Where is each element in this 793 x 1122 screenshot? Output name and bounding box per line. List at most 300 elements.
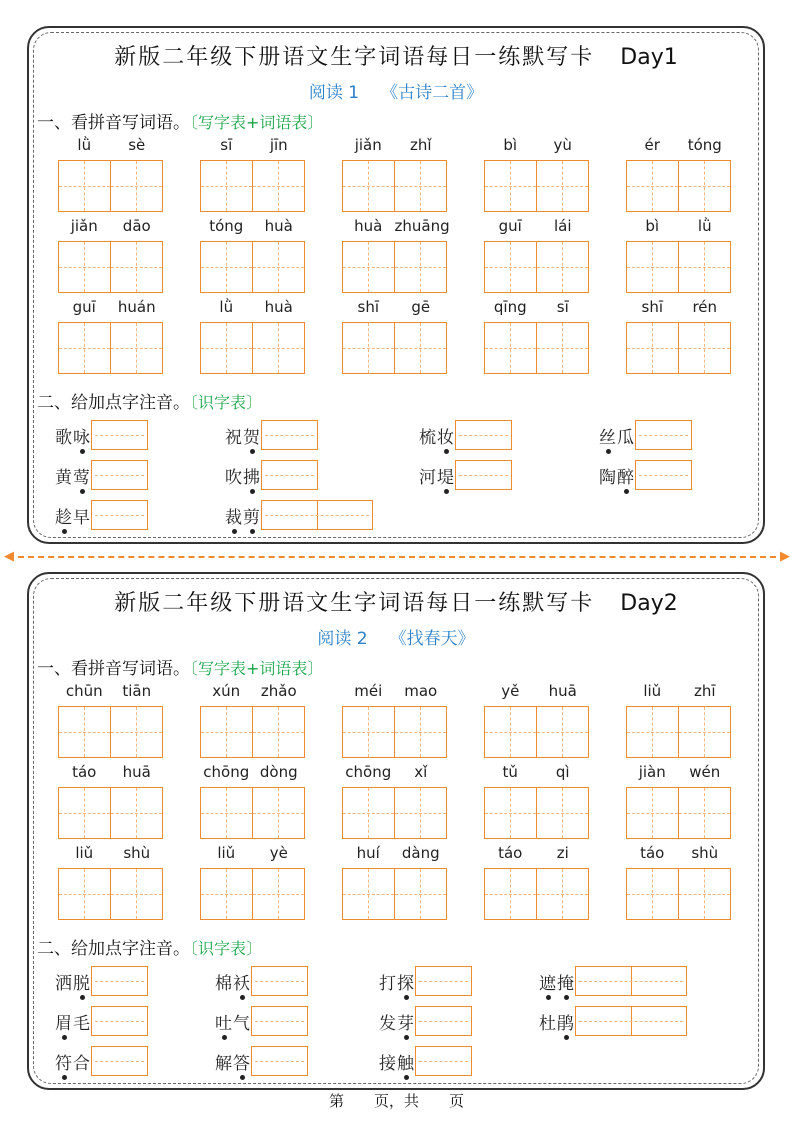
pinyin-syllable: rén [692, 298, 718, 316]
tian-box-input[interactable] [395, 322, 448, 374]
word-cell [342, 136, 447, 216]
word-cell [58, 763, 163, 843]
pinyin-syllable: dàng [401, 844, 440, 862]
tian-box-input[interactable] [253, 322, 306, 374]
pinyin-answer-box[interactable] [91, 460, 148, 490]
pinyin-row [484, 136, 589, 158]
tian-grid-pair [484, 706, 589, 758]
annotation-word [599, 463, 635, 488]
pinyin-answer-box[interactable] [575, 966, 687, 996]
pinyin-syllable: jiǎn [354, 136, 382, 154]
pinyin-syllable: táo [640, 844, 665, 862]
word-cell [484, 217, 589, 297]
word-cell [484, 763, 589, 843]
section-tag: 〔识字表〕 [190, 939, 263, 958]
pinyin-syllable: qì [555, 763, 570, 781]
pinyin-answer-box[interactable] [455, 460, 512, 490]
tian-box-input[interactable] [342, 160, 395, 212]
day-label: Day1 [620, 45, 678, 70]
annotation-item [225, 420, 318, 450]
word-cell [58, 136, 163, 216]
lesson-number: 阅读 1 [308, 83, 360, 103]
tian-grid-pair [200, 322, 305, 374]
annotation-word-text: 洒脱 [55, 973, 91, 994]
pinyin-syllable: jiàn [638, 763, 666, 781]
lesson-title: 《古诗二首》 [381, 83, 484, 103]
word-cell [342, 763, 447, 843]
pinyin-syllable: chūn [65, 682, 103, 700]
annotation-item [599, 460, 692, 490]
pinyin-answer-box[interactable] [261, 460, 318, 490]
tian-box-input[interactable] [395, 868, 448, 920]
tian-box-input[interactable] [626, 241, 679, 293]
card-title [29, 586, 763, 617]
pinyin-syllable: méi [354, 682, 383, 700]
pinyin-answer-box[interactable] [635, 460, 692, 490]
pinyin-syllable: chōng [203, 763, 250, 781]
tian-box-input[interactable] [253, 241, 306, 293]
annotation-word-text: 歌咏 [55, 427, 91, 448]
section-tag: 〔识字表〕 [190, 393, 263, 412]
annotation-item [55, 420, 148, 450]
emphasis-dot-icon [232, 529, 237, 534]
section-pinyin-heading [37, 654, 323, 679]
pinyin-syllable: gē [411, 298, 431, 316]
tian-box-input[interactable] [253, 868, 306, 920]
tian-box-input[interactable] [537, 868, 590, 920]
pinyin-row [342, 298, 447, 320]
word-cell [58, 844, 163, 924]
tian-box-input[interactable] [58, 322, 111, 374]
annotation-word [419, 423, 455, 448]
tian-grid-pair [200, 868, 305, 920]
emphasis-dot-icon [404, 995, 409, 1000]
tian-box-input[interactable] [200, 868, 253, 920]
pinyin-answer-box[interactable] [251, 1046, 308, 1076]
tian-box-input[interactable] [484, 322, 537, 374]
pinyin-answer-box[interactable] [455, 420, 512, 450]
tian-box-input[interactable] [200, 241, 253, 293]
annotation-word [55, 463, 91, 488]
pinyin-syllable: zhī [693, 682, 716, 700]
pinyin-row [484, 217, 589, 239]
pinyin-answer-box[interactable] [415, 1006, 472, 1036]
annotation-word [215, 1049, 251, 1074]
annotation-word [225, 423, 261, 448]
word-cell [200, 763, 305, 843]
annotation-word [539, 969, 575, 994]
tian-grid-pair [58, 241, 163, 293]
tian-box-input[interactable] [58, 868, 111, 920]
tian-grid-pair [484, 160, 589, 212]
tian-box-input[interactable] [679, 787, 732, 839]
pinyin-answer-box[interactable] [415, 1046, 472, 1076]
tian-grid-pair [58, 706, 163, 758]
tian-box-input[interactable] [679, 160, 732, 212]
annotation-word [225, 463, 261, 488]
emphasis-dot-icon [564, 1035, 569, 1040]
tian-box-input[interactable] [626, 160, 679, 212]
pinyin-syllable: shù [691, 844, 719, 862]
tian-box-input[interactable] [111, 241, 164, 293]
tian-box-input[interactable] [537, 241, 590, 293]
tian-grid-pair [626, 787, 731, 839]
pinyin-answer-box[interactable] [635, 420, 692, 450]
tian-box-input[interactable] [395, 241, 448, 293]
annotation-item [225, 460, 318, 490]
section-annotate-heading [37, 388, 262, 413]
annotation-word [55, 969, 91, 994]
pinyin-syllable: tiān [122, 682, 152, 700]
pinyin-row [200, 844, 305, 866]
annotation-item [599, 420, 692, 450]
tian-box-input[interactable] [679, 241, 732, 293]
pinyin-row [342, 763, 447, 785]
pinyin-syllable: shī [641, 298, 663, 316]
lesson-header [29, 78, 763, 103]
word-cell [200, 844, 305, 924]
annotation-word [55, 423, 91, 448]
word-cell [200, 298, 305, 378]
annotation-word-text: 接触 [379, 1053, 415, 1074]
pinyin-syllable: bì [503, 136, 518, 154]
tian-box-input[interactable] [537, 322, 590, 374]
tian-box-input[interactable] [484, 868, 537, 920]
annotation-word-text: 遮掩 [539, 973, 575, 994]
tian-grid-pair [200, 787, 305, 839]
pinyin-row [484, 682, 589, 704]
word-cell [626, 217, 731, 297]
annotation-item [55, 1006, 148, 1036]
tian-grid-pair [342, 706, 447, 758]
pinyin-row [58, 763, 163, 785]
annotation-word-text: 杜鹃 [539, 1013, 575, 1034]
pinyin-answer-box[interactable] [91, 420, 148, 450]
word-cell [626, 763, 731, 843]
pinyin-syllable: zi [556, 844, 569, 862]
tian-grid-pair [626, 241, 731, 293]
tian-box-input[interactable] [395, 706, 448, 758]
pinyin-syllable: shù [123, 844, 151, 862]
tian-box-input[interactable] [111, 160, 164, 212]
annotation-word-text: 黄莺 [55, 467, 91, 488]
pinyin-syllable: guī [498, 217, 522, 235]
word-cell [58, 682, 163, 762]
pinyin-row [626, 298, 731, 320]
tian-grid-pair [342, 868, 447, 920]
pinyin-row [200, 682, 305, 704]
pinyin-syllable: yù [553, 136, 572, 154]
pinyin-row [342, 844, 447, 866]
annotation-word [215, 969, 251, 994]
tian-box-input[interactable] [111, 868, 164, 920]
pinyin-syllable: ér [644, 136, 660, 154]
emphasis-dot-icon [444, 489, 449, 494]
emphasis-dot-icon [62, 1035, 67, 1040]
tian-grid-pair [342, 160, 447, 212]
tian-grid-pair [200, 706, 305, 758]
pinyin-row [626, 844, 731, 866]
emphasis-dot-icon [250, 449, 255, 454]
annotation-word-text: 祝贺 [225, 427, 261, 448]
emphasis-dot-icon [404, 1035, 409, 1040]
practice-card-day1 [27, 26, 765, 544]
annotation-item [379, 966, 472, 996]
pinyin-answer-box[interactable] [251, 966, 308, 996]
word-cell [626, 298, 731, 378]
tian-box-input[interactable] [200, 787, 253, 839]
section-annotate-heading [37, 934, 262, 959]
annotation-item [55, 500, 148, 530]
section-label: 一、看拼音写词语。 [37, 659, 190, 679]
annotation-item [55, 1046, 148, 1076]
tian-grid-pair [342, 787, 447, 839]
tian-grid-pair [484, 868, 589, 920]
tian-box-input[interactable] [342, 868, 395, 920]
pinyin-syllable: huà [354, 217, 383, 235]
tian-box-input[interactable] [342, 706, 395, 758]
tian-box-input[interactable] [626, 706, 679, 758]
pinyin-answer-box[interactable] [91, 966, 148, 996]
emphasis-dot-icon [80, 449, 85, 454]
annotation-word [599, 423, 635, 448]
tian-box-input[interactable] [342, 322, 395, 374]
annotation-item [379, 1046, 472, 1076]
annotation-word [55, 503, 91, 528]
pinyin-syllable: zhǎo [260, 682, 297, 700]
tian-box-input[interactable] [679, 868, 732, 920]
annotation-word-text: 眉毛 [55, 1013, 91, 1034]
tian-box-input[interactable] [484, 706, 537, 758]
tian-grid-pair [626, 868, 731, 920]
annotation-word [419, 463, 455, 488]
annotation-item [215, 966, 308, 996]
word-cell [342, 844, 447, 924]
annotation-item [379, 1006, 472, 1036]
tian-box-input[interactable] [484, 241, 537, 293]
annotation-word [55, 1009, 91, 1034]
annotation-word-text: 打探 [379, 973, 415, 994]
tian-box-input[interactable] [626, 322, 679, 374]
tian-box-input[interactable] [58, 706, 111, 758]
emphasis-dot-icon [250, 489, 255, 494]
pinyin-syllable: huā [122, 763, 151, 781]
pinyin-syllable: xǐ [414, 763, 428, 781]
tian-box-input[interactable] [111, 787, 164, 839]
tian-box-input[interactable] [626, 787, 679, 839]
section-pinyin-heading [37, 108, 323, 133]
practice-card-day2 [27, 572, 765, 1090]
pinyin-row [200, 298, 305, 320]
pinyin-syllable: tǔ [502, 763, 518, 781]
title-text: 新版二年级下册语文生字词语每日一练默写卡 [114, 45, 595, 70]
tian-box-input[interactable] [342, 241, 395, 293]
tian-grid-pair [200, 241, 305, 293]
word-cell [200, 136, 305, 216]
pinyin-answer-box[interactable] [91, 1046, 148, 1076]
tian-grid-pair [484, 241, 589, 293]
tian-box-input[interactable] [253, 160, 306, 212]
pinyin-row [58, 298, 163, 320]
tian-box-input[interactable] [537, 160, 590, 212]
word-cell [200, 217, 305, 297]
word-cell [342, 217, 450, 297]
pinyin-answer-box[interactable] [91, 1006, 148, 1036]
pinyin-row [484, 298, 589, 320]
tian-box-input[interactable] [111, 706, 164, 758]
pinyin-syllable: wén [689, 763, 721, 781]
right-arrow-icon: ▶ [780, 549, 790, 564]
word-cell [626, 136, 731, 216]
annotation-word-text: 裁剪 [225, 507, 261, 528]
tian-box-input[interactable] [200, 322, 253, 374]
word-cell [484, 844, 589, 924]
tian-box-input[interactable] [253, 706, 306, 758]
annotation-word-text: 符合 [55, 1053, 91, 1074]
pinyin-answer-box[interactable] [251, 1006, 308, 1036]
emphasis-dot-icon [62, 1075, 67, 1080]
annotation-word-text: 发芽 [379, 1013, 415, 1034]
annotation-item [419, 420, 512, 450]
tian-box-input[interactable] [626, 868, 679, 920]
section-label: 二、给加点字注音。 [37, 393, 190, 413]
tian-box-input[interactable] [58, 787, 111, 839]
pinyin-syllable: qīng [493, 298, 527, 316]
tian-box-input[interactable] [395, 160, 448, 212]
emphasis-dot-icon [404, 1075, 409, 1080]
pinyin-answer-box[interactable] [575, 1006, 687, 1036]
word-cell [342, 298, 447, 378]
annotation-item [419, 460, 512, 490]
pinyin-syllable: zhuāng [394, 217, 450, 235]
pinyin-row [200, 217, 305, 239]
word-cell [58, 217, 163, 297]
word-cell [626, 844, 731, 924]
title-text: 新版二年级下册语文生字词语每日一练默写卡 [114, 591, 595, 616]
pinyin-row [200, 763, 305, 785]
pinyin-syllable: liǔ [643, 682, 662, 700]
tian-box-input[interactable] [200, 160, 253, 212]
tian-grid-pair [626, 160, 731, 212]
annotation-word-text: 解答 [215, 1053, 251, 1074]
pinyin-row [626, 682, 731, 704]
annotation-word [379, 969, 415, 994]
pinyin-syllable: huà [264, 298, 293, 316]
pinyin-syllable: liǔ [217, 844, 236, 862]
tian-box-input[interactable] [679, 706, 732, 758]
pinyin-row [58, 844, 163, 866]
tian-box-input[interactable] [342, 787, 395, 839]
tian-box-input[interactable] [484, 160, 537, 212]
tian-box-input[interactable] [537, 706, 590, 758]
emphasis-dot-icon [546, 995, 551, 1000]
tian-box-input[interactable] [111, 322, 164, 374]
tian-grid-pair [626, 322, 731, 374]
annotation-item [215, 1006, 308, 1036]
pinyin-syllable: dāo [122, 217, 151, 235]
pinyin-syllable: yě [501, 682, 520, 700]
emphasis-dot-icon [250, 529, 255, 534]
word-cell [342, 682, 447, 762]
pinyin-answer-box[interactable] [261, 420, 318, 450]
pinyin-syllable: mao [404, 682, 438, 700]
pinyin-answer-box[interactable] [261, 500, 373, 530]
tian-grid-pair [484, 787, 589, 839]
pinyin-row [484, 844, 589, 866]
pinyin-syllable: táo [72, 763, 97, 781]
tian-box-input[interactable] [253, 787, 306, 839]
annotation-word-text: 梳妆 [419, 427, 455, 448]
pinyin-syllable: lái [553, 217, 572, 235]
annotation-word-text: 陶醉 [599, 467, 635, 488]
section-label: 二、给加点字注音。 [37, 939, 190, 959]
day-label: Day2 [620, 591, 678, 616]
pinyin-row [484, 763, 589, 785]
pinyin-syllable: guī [72, 298, 96, 316]
annotation-word-text: 河堤 [419, 467, 455, 488]
tian-grid-pair [58, 322, 163, 374]
annotation-word [539, 1009, 575, 1034]
tian-grid-pair [342, 241, 447, 293]
pinyin-syllable: huí [356, 844, 380, 862]
emphasis-dot-icon [222, 1035, 227, 1040]
pinyin-syllable: táo [498, 844, 523, 862]
pinyin-answer-box[interactable] [415, 966, 472, 996]
tian-grid-pair [626, 706, 731, 758]
pinyin-row [342, 682, 447, 704]
tian-box-input[interactable] [395, 787, 448, 839]
emphasis-dot-icon [240, 995, 245, 1000]
tian-box-input[interactable] [58, 241, 111, 293]
annotation-item [539, 1006, 687, 1036]
pinyin-syllable: dòng [259, 763, 298, 781]
pinyin-row [626, 217, 731, 239]
pinyin-syllable: huā [548, 682, 577, 700]
pinyin-syllable: xún [212, 682, 241, 700]
pinyin-row [626, 763, 731, 785]
annotation-word-text: 吹拂 [225, 467, 261, 488]
tian-grid-pair [58, 787, 163, 839]
pinyin-syllable: jīn [269, 136, 288, 154]
tian-box-input[interactable] [58, 160, 111, 212]
pinyin-syllable: sè [128, 136, 146, 154]
pinyin-syllable: tóng [209, 217, 244, 235]
pinyin-syllable: shī [357, 298, 379, 316]
annotation-word-text: 趁早 [55, 507, 91, 528]
emphasis-dot-icon [564, 995, 569, 1000]
pinyin-syllable: huán [117, 298, 156, 316]
pinyin-row [58, 217, 163, 239]
pinyin-row [342, 217, 450, 239]
pinyin-row [626, 136, 731, 158]
tian-box-input[interactable] [679, 322, 732, 374]
pinyin-syllable: chōng [345, 763, 392, 781]
word-cell [484, 298, 589, 378]
pinyin-row [342, 136, 447, 158]
pinyin-answer-box[interactable] [91, 500, 148, 530]
tian-box-input[interactable] [537, 787, 590, 839]
word-cell [626, 682, 731, 762]
left-arrow-icon: ◀ [4, 549, 14, 564]
emphasis-dot-icon [624, 489, 629, 494]
tian-grid-pair [342, 322, 447, 374]
tian-box-input[interactable] [484, 787, 537, 839]
pinyin-row [58, 136, 163, 158]
pinyin-syllable: lǜ [697, 217, 712, 235]
emphasis-dot-icon [80, 489, 85, 494]
pinyin-syllable: sī [556, 298, 569, 316]
tian-box-input[interactable] [200, 706, 253, 758]
